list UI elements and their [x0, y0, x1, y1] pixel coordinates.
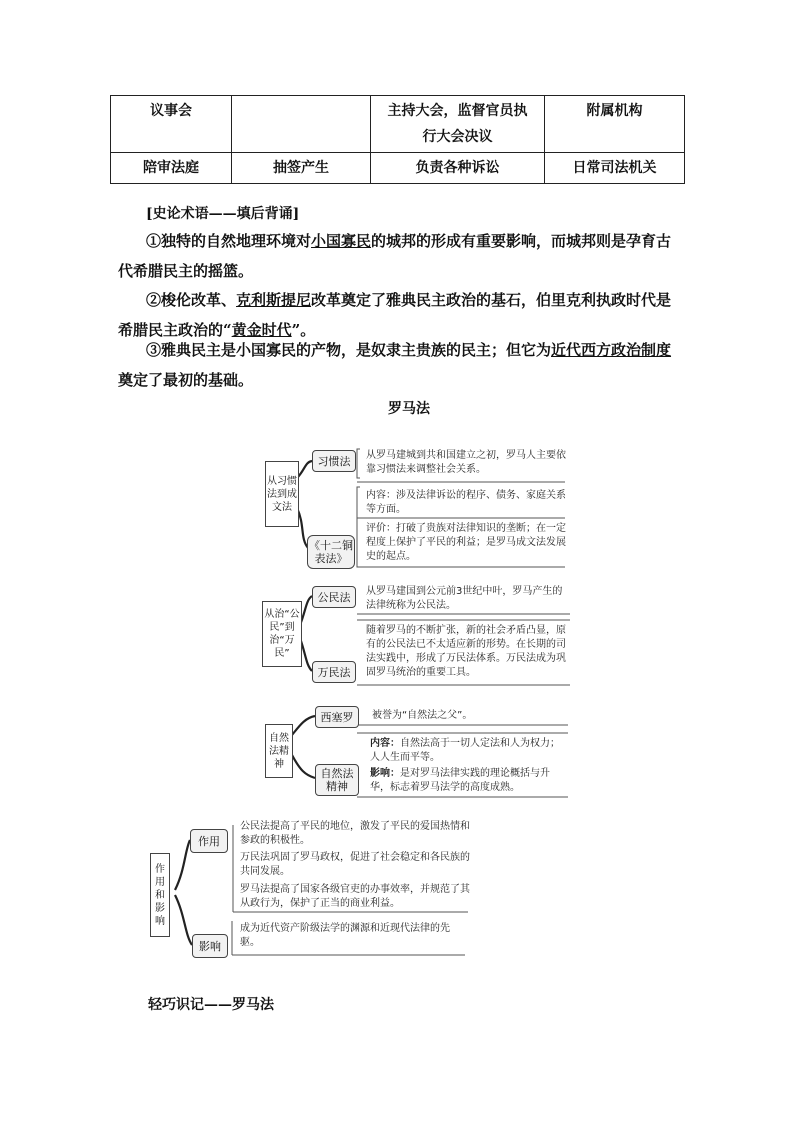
map2-node-law-of-nations: 万民法: [312, 661, 356, 683]
map2-root: 从治“公民”到治“万民”: [262, 601, 302, 667]
footer-heading: 轻巧识记——罗马法: [148, 997, 274, 1013]
map1-root: 从习惯法到成文法: [265, 461, 299, 527]
table-cell: 抽签产生: [232, 153, 371, 184]
table-cell: 日常司法机关: [545, 153, 685, 184]
paragraph-2: ②梭伦改革、克利斯提尼改革奠定了雅典民主政治的基石，伯里克利执政时代是希腊民主政治的“黄金时代”。: [118, 291, 672, 339]
map2-note-a: 从罗马建国到公元前3世纪中叶，罗马产生的法律统称为公民法。: [366, 586, 563, 611]
section-heading: [史论术语——填后背诵]: [146, 206, 300, 222]
map4-note-a1: 公民法提高了平民的地位，激发了平民的爱国热情和参政的积极性。: [240, 821, 470, 846]
map1-note-b2: 评价：打破了贵族对法律知识的垄断；在一定程度上保护了平民的利益；是罗马成文法发展史的起点。: [366, 523, 566, 562]
table-cell: 主持大会，监督官员执行大会决议: [371, 96, 545, 153]
paragraph-1: ①独特的自然地理环境对小国寡民的城邦的形成有重要影响，而城邦则是孕育古代希腊民主的摇篮。: [118, 232, 672, 280]
connector-line: [175, 895, 192, 945]
map4-note-b: 成为近代资产阶级法学的渊源和近现代法律的先驱。: [240, 923, 450, 948]
connector-line: [297, 461, 312, 478]
map2-node-civil-law: 公民法: [312, 586, 356, 608]
connector-line: [175, 840, 190, 890]
table-cell: 附属机构: [545, 96, 685, 153]
table-cell: 议事会: [111, 96, 232, 153]
map1-node-twelve-tables: 《十二铜表法》: [307, 535, 355, 569]
map3-note-b2: 影响：是对罗马法律实践的理论概括与升华，标志着罗马法学的高度成熟。: [370, 768, 550, 793]
map3-root: 自然法精神: [265, 724, 293, 778]
center-title: 罗马法: [388, 401, 430, 417]
paragraph-3: ③雅典民主是小国寡民的产物，是奴隶主贵族的民主；但它为近代西方政治制度奠定了最初的基础。: [118, 341, 672, 389]
table-cell: 负责各种诉讼: [371, 153, 545, 184]
connector-line: [292, 755, 315, 778]
connector-line: [292, 716, 315, 735]
map3-note-a: 被誉为“自然法之父”。: [372, 710, 473, 721]
map1-note-b1: 内容：涉及法律诉讼的程序、债务、家庭关系等方面。: [366, 490, 566, 515]
map4-note-a2: 万民法巩固了罗马政权，促进了社会稳定和各民族的共同发展。: [240, 852, 470, 877]
map3-node-cicero: 西塞罗: [315, 706, 359, 728]
map4-root: 作用和影响: [150, 853, 170, 937]
map2-note-b: 随着罗马的不断扩张，新的社会矛盾凸显，原有的公民法已不太适应新的形势。在长期的司法实践中，形成了万民法体系。万民法成为巩固罗马统治的重要工具。: [366, 625, 566, 678]
map1-note-a: 从罗马建城到共和国建立之初，罗马人主要依靠习惯法来调整社会关系。: [366, 450, 566, 475]
map4-node-function: 作用: [190, 829, 228, 853]
map4-node-influence: 影响: [192, 934, 228, 958]
table-cell: 陪审法庭: [111, 153, 232, 184]
map3-note-b1: 内容：自然法高于一切人定法和人为权力；人人生而平等。: [370, 738, 560, 763]
map1-node-customary-law: 习惯法: [312, 450, 356, 472]
map3-node-natural-law: 自然法精神: [315, 764, 359, 796]
map4-note-a3: 罗马法提高了国家各级官吏的办事效率，并规范了其从政行为，保护了正当的商业利益。: [240, 884, 470, 909]
